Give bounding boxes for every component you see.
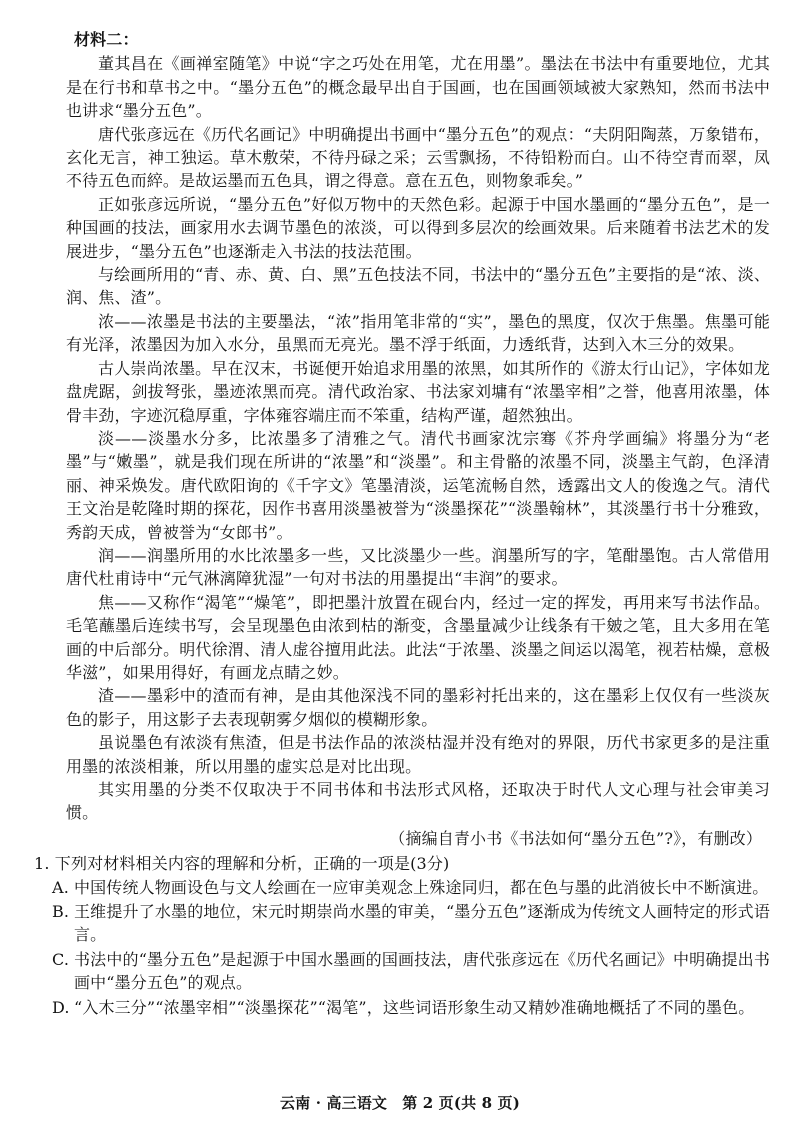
page-footer: 云南 · 高三语文 第 2 页(共 8 页)	[280, 1094, 520, 1112]
paragraph-five-colors: 与绘画所用的“青、赤、黄、白、黑”五色技法不同，书法中的“墨分五色”主要指的是“浓、淡、润、焦、渣”。	[66, 265, 770, 308]
option-a-text: 中国传统人物画设色与文人绘画在一应审美观念上殊途同归，都在色与墨的此消彼长中不断演进。	[74, 877, 769, 897]
option-c	[52, 948, 770, 995]
material-heading: 材料二：	[74, 30, 139, 49]
option-c-label: C.	[52, 949, 70, 969]
paragraph-nong-history: 古人崇尚浓墨。早在汉末，书诞便开始追求用墨的浓黑，如其所作的《游太行山记》，字体如龙盘虎踞，剑拔弩张，墨迹浓黑而亮。清代政治家、书法家刘墉有“浓墨宰相”之誉，他喜用浓墨，体骨丰劲，字迹沉稳厚重，字体雍容端庄而不笨重，结构严谨，超然独出。	[66, 358, 770, 425]
option-a	[52, 876, 770, 899]
option-a-label: A.	[52, 877, 69, 897]
option-b	[52, 900, 770, 947]
paragraph-origin: 正如张彦远所说，“墨分五色”好似万物中的天然色彩。起源于中国水墨画的“墨分五色”，是一种国画的技法，画家用水去调节墨色的浓淡，可以得到多层次的绘画效果。后来随着书法艺术的发展进步，“墨分五色”也逐渐走入书法的技法范围。	[66, 194, 770, 261]
paragraph-zha: 渣——墨彩中的渣而有神，是由其他深浅不同的墨彩衬托出来的，这在墨彩上仅仅有一些淡灰色的影子，用这影子去表现朝雾夕烟似的模糊形象。	[66, 686, 770, 729]
option-d	[52, 996, 770, 1019]
paragraph-intro: 董其昌在《画禅室随笔》中说“字之巧处在用笔，尤在用墨”。墨法在书法中有重要地位，尤其是在行书和草书之中。“墨分五色”的概念最早出自于国画，也在国画领域被大家熟知，然而书法中也讲求“墨分五色”。	[66, 54, 770, 121]
option-b-text: 王维提升了水墨的地位，宋元时期崇尚水墨的审美，“墨分五色”逐渐成为传统文人画特定的形式语言。	[74, 902, 770, 945]
option-c-text: 书法中的“墨分五色”是起源于中国水墨画的国画技法，唐代张彦远在《历代名画记》中明确提出书画中“墨分五色”的观点。	[74, 949, 770, 993]
paragraph-zhang-yanyuan: 唐代张彦远在《历代名画记》中明确提出书画中“墨分五色”的观点：“夫阴阳陶蒸，万象错布，玄化无言，神工独运。草木敷荣，不待丹碌之采；云雪飘扬，不待铅粉而白。山不待空青而翠，凤不待五色而綷。是故运墨而五色具，谓之得意。意在五色，则物象乖矣。”	[66, 124, 770, 191]
paragraph-contrast: 虽说墨色有浓淡有焦渣，但是书法作品的浓淡枯湿并没有绝对的界限，历代书家更多的是注重用墨的浓淡相兼，所以用墨的虚实总是对比出现。	[66, 733, 770, 776]
question-stem: 1. 下列对材料相关内容的理解和分析，正确的一项是(3分)	[34, 854, 450, 874]
option-b-label: B.	[52, 902, 70, 922]
option-d-text: “入木三分”“浓墨宰相”“淡墨探花”“渴笔”，这些词语形象生动又精妙准确地概括了不同的墨色。	[74, 997, 755, 1017]
paragraph-jiao: 焦——又称作“渴笔”“燥笔”，即把墨汁放置在砚台内，经过一定的挥发，再用来写书法作品。毛笔蘸墨后连续书写，会呈现墨色由浓到枯的渐变，含墨量减少让线条有干皴之笔，且大多用在笔画的中后部分。明代徐渭、清人虚谷擅用此法。此法“于浓墨、淡墨之间运以渴笔，视若枯燥，意极华滋”，如果用得好，有画龙点睛之妙。	[66, 592, 770, 682]
paragraph-nong: 浓——浓墨是书法的主要墨法，“浓”指用笔非常的“实”，墨色的黑度，仅次于焦墨。焦墨可能有光泽，浓墨因为加入水分，虽黑而无亮光。墨不浮于纸面，力透纸背，达到入木三分的效果。	[66, 311, 770, 355]
source-citation: （摘编自青小书《书法如何“墨分五色”?》，有删改）	[389, 828, 762, 848]
paragraph-dan: 淡——淡墨水分多，比浓墨多了清雅之气。清代书画家沈宗骞《芥舟学画编》将墨分为“老墨”与“嫩墨”，就是我们现在所讲的“浓墨”和“淡墨”。和主骨骼的浓墨不同，淡墨主气韵，色泽清丽、神采焕发。唐代欧阳询的《千字文》笔墨清淡，运笔流畅自然，透露出文人的俊逸之气。清代王文治是乾隆时期的探花，因作书喜用淡墨被誉为“淡墨探花”“淡墨翰林”，其淡墨行书十分雅致，秀韵天成，曾被誉为“女郎书”。	[66, 428, 770, 542]
paragraph-conclusion: 其实用墨的分类不仅取决于不同书体和书法形式风格，还取决于时代人文心理与社会审美习惯。	[66, 780, 770, 823]
option-d-label: D.	[52, 997, 70, 1017]
paragraph-run: 润——润墨所用的水比浓墨多一些，又比淡墨少一些。润墨所写的字，笔酣墨饱。古人常借用唐代杜甫诗中“元气淋漓障犹湿”一句对书法的用墨提出“丰润”的要求。	[66, 545, 770, 589]
